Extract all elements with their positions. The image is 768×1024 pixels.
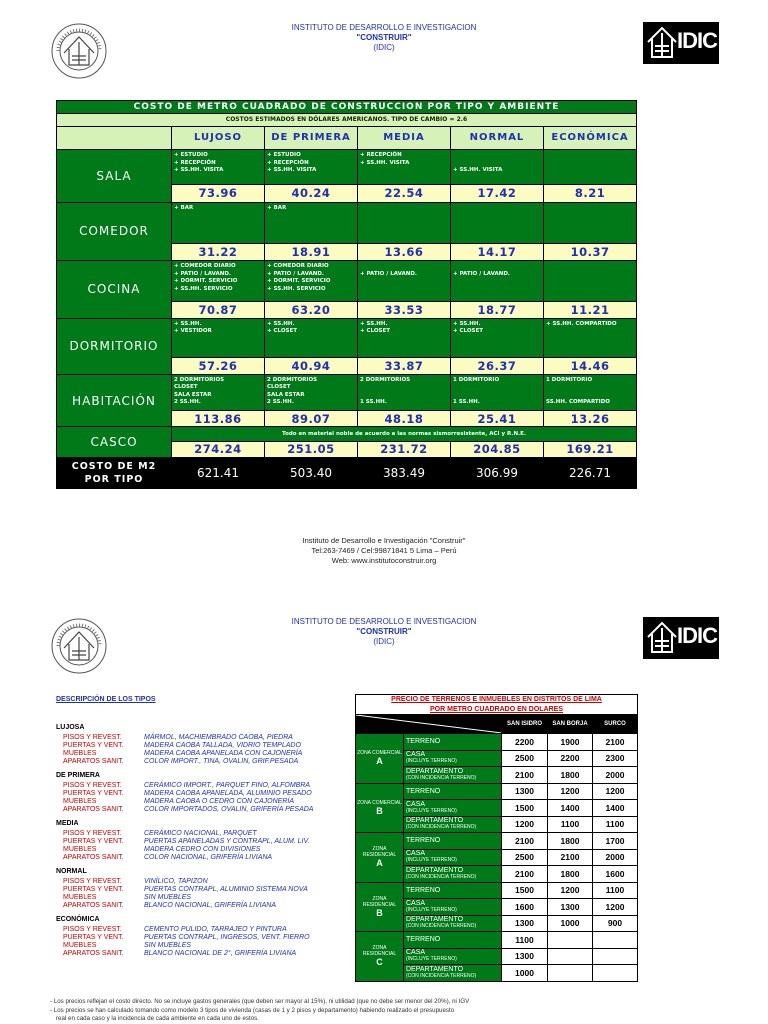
spec-line [56,894,346,902]
institute-subname: "CONSTRUIR" [356,627,412,636]
price-value: 1300 [502,783,548,800]
property-type-name: CASA [406,800,426,808]
price-value: 1200 [548,882,593,899]
corner-cell [57,126,172,150]
room-includes: 2 DORMITORIOS CLOSET SALA ESTAR 2 SS.HH. [172,374,265,410]
cost-value: 22.54 [358,185,451,202]
casco-value: 169.21 [544,441,637,457]
room-includes: + COMEDOR DIARIO + PATIO / LAVAND. + DORMIT. SERVICIO + SS.HH. SERVICIO [265,261,358,302]
property-type-name: DEPARTAMENTO [406,916,464,924]
institute-acronym: (IDIC) [373,637,395,646]
spec-line [56,790,346,798]
cost-value: 113.86 [172,410,265,427]
property-type [404,866,502,883]
room-includes: + PATIO / LAVAND. [451,261,544,302]
cost-value: 11.21 [544,302,637,318]
spec-key: PISOS Y REVEST. [63,926,122,933]
casco-note: Todo en material noble de acuerdo a las normas sismorresistente, ACI y R.N.E. [172,427,637,441]
price-value: 2300 [593,750,638,767]
cost-value: 14.17 [451,243,544,260]
spec-line [56,878,346,886]
spec-value: MADERA CEDRO CON DIVISIONES [144,846,261,853]
spec-value: COLOR NACIONAL, GRIFERÍA LIVIANA [144,854,273,861]
price-value: 2100 [502,866,548,883]
spec-value: PUERTAS APANELADAS Y CONTRAPL, ALUM. LIV. [144,838,310,845]
price-value [593,932,638,949]
cost-value: 25.41 [451,410,544,427]
spec-line [56,750,346,758]
property-type-name: CASA [406,899,426,907]
price-value: 2100 [502,833,548,850]
spec-line [56,734,346,742]
property-type-note: (CON INCIDENCIA TERRENO) [406,923,477,930]
property-type-name: DEPARTAMENTO [406,866,464,874]
price-value: 1500 [502,882,548,899]
spec-key: MUEBLES [63,894,97,901]
price-value: 1800 [548,866,593,883]
price-value: 1700 [593,833,638,850]
construction-cost-table [56,100,637,489]
house-seal-logo [50,617,108,675]
cost-value: 40.94 [265,357,358,374]
price-value: 900 [593,915,638,932]
property-type-note: (CON INCIDENCIA TERRENO) [406,824,477,831]
zone-name: ZONA RESIDENCIAL [362,895,397,908]
idic-logo [643,617,719,659]
cost-value: 26.37 [451,357,544,374]
casco-value: 274.24 [172,441,265,457]
casco-value: 231.72 [358,441,451,457]
property-type [404,849,502,866]
casco-value: 204.85 [451,441,544,457]
spec-key: MUEBLES [63,846,97,853]
price-value: 1200 [593,783,638,800]
footnote: - Los precios se han calculado tomando como modelo 3 tipos de vivienda (casas de 1 y 2 pisos y departamento) habiendo realizado el presupuesto [50,1006,455,1014]
spec-key: MUEBLES [63,942,97,949]
column-header: NORMAL [451,126,544,150]
price-value: 1300 [502,948,548,965]
room-includes: + SS.HH. + CLOSET [358,318,451,357]
price-value: 1800 [548,767,593,784]
spec-line [56,806,346,814]
zone-label [356,932,404,982]
total-value: 621.41 [172,458,265,489]
row-label: SALA [57,150,172,202]
property-type-name: TERRENO [406,787,441,795]
zone-label [356,734,404,784]
price-value: 2200 [548,750,593,767]
price-value: 1200 [548,783,593,800]
room-includes: + SS.HH. VISITA [451,150,544,185]
descriptions-heading: DESCRIPCIÓN DE LOS TIPOS [56,696,156,703]
spec-value: CERÁMICO NACIONAL, PARQUET [144,830,257,837]
property-type [404,800,502,817]
spec-key: PISOS Y REVEST. [63,878,122,885]
price-value: 1000 [548,915,593,932]
property-type-name: DEPARTAMENTO [406,817,464,825]
property-type [404,750,502,767]
spec-key: PISOS Y REVEST. [63,830,122,837]
price-value [593,948,638,965]
spec-line [56,830,346,838]
property-type-name: CASA [406,751,426,759]
cost-value: 18.77 [451,302,544,318]
property-type-note: (CON INCIDENCIA TERRENO) [406,972,477,979]
spec-value: BLANCO NACIONAL, GRIFERÍA LIVIANA [144,902,276,909]
price-value: 2000 [593,767,638,784]
room-includes: + SS.HH. + CLOSET [265,318,358,357]
cost-value: 40.24 [265,185,358,202]
zone-letter: A [376,756,383,767]
cost-value: 18.91 [265,243,358,260]
cost-value: 13.66 [358,243,451,260]
cost-value: 70.87 [172,302,265,318]
contact-phone: Tel:263-7469 / Cel:99871841 5 Lima – Perú [311,546,457,555]
price-value: 1200 [502,816,548,833]
footnote: - Los precios reflejan el costo directo. No se incluye gastos generales (que deben ser mayor al 15%), ni utilidad (que no debe ser menor del 20%), ni IGV [50,998,470,1005]
spec-key: MUEBLES [63,750,97,757]
room-includes: + BAR [265,202,358,243]
room-includes [358,202,451,243]
spec-value: MADERA CAOBA TALLADA, VIDRIO TEMPLADO [144,742,301,749]
spec-key: PUERTAS Y VENT. [63,838,124,845]
property-type [404,816,502,833]
room-includes: + SS.HH. + CLOSET [451,318,544,357]
idic-logo [643,22,719,64]
price-value: 1100 [502,932,548,949]
room-includes: + SS.HH. COMPARTIDO [544,318,637,357]
room-includes: + RECEPCIÓN + SS.HH. VISITA [358,150,451,185]
price-value: 1400 [548,800,593,817]
price-value: 1100 [548,816,593,833]
spec-key: PUERTAS Y VENT. [63,886,124,893]
spec-key: PUERTAS Y VENT. [63,742,124,749]
footnotes [50,998,760,1024]
property-type-note: (INCLUYE TERRENO) [406,857,457,864]
cost-table-subtitle: COSTOS ESTIMADOS EN DÓLARES AMERICANOS. TIPO DE CAMBIO = 2.6 [57,114,637,126]
row-label-casco: CASCO [57,427,172,458]
price-value: 1900 [548,734,593,751]
property-type [404,734,502,751]
spec-line [56,942,346,950]
price-table-subtitle: POR METRO CUADRADO EN DOLARES [356,705,638,715]
spec-key: APARATOS SANIT. [63,902,124,909]
spec-key: APARATOS SANIT. [63,758,124,765]
room-includes [451,202,544,243]
price-value: 2500 [502,750,548,767]
spec-value: CERÁMICO IMPORT., PARQUET FINO, ALFOMBRA [144,782,311,789]
zone-name: ZONA COMERCIAL [357,750,402,757]
casco-value: 251.05 [265,441,358,457]
spec-value: MADERA CAOBA O CEDRO CON CAJONERÍA [144,798,295,805]
property-type [404,833,502,850]
spec-line [56,838,346,846]
cost-value: 31.22 [172,243,265,260]
price-value: 1400 [593,800,638,817]
zone-label [356,783,404,833]
cost-table-title: COSTO DE METRO CUADRADO DE CONSTRUCCION POR TIPO Y AMBIENTE [57,101,637,114]
district-header: SURCO [593,715,638,734]
price-value [548,965,593,982]
room-includes: 2 DORMITORIOS CLOSET SALA ESTAR 2 SS.HH. [265,374,358,410]
price-value: 1000 [502,965,548,982]
property-type-note: (INCLUYE TERRENO) [406,956,457,963]
property-type-name: CASA [406,850,426,858]
institute-header [164,617,604,647]
column-header: LUJOSO [172,126,265,150]
spec-line [56,854,346,862]
zone-letter: B [376,805,383,816]
cost-value: 14.46 [544,357,637,374]
total-label: COSTO DE M2 POR TIPO [57,458,172,489]
contact-institute: Instituto de Desarrollo e Investigación "Construir" [302,536,466,545]
cost-value: 13.26 [544,410,637,427]
cost-value: 8.21 [544,185,637,202]
spec-key: PUERTAS Y VENT. [63,790,124,797]
room-includes: + ESTUDIO + RECEPCIÓN + SS.HH. VISITA [172,150,265,185]
spec-key: MUEBLES [63,798,97,805]
type-name: MEDIA [56,820,79,827]
contact-block [0,536,768,566]
spec-value: VINÍLICO, TAPIZON [144,878,208,885]
property-type-name: TERRENO [406,886,441,894]
price-value: 2100 [502,767,548,784]
zone-name: ZONA COMERCIAL [357,799,402,806]
type-descriptions [56,696,346,958]
price-value: 1800 [548,833,593,850]
property-type-name: TERRENO [406,837,441,845]
idic-logo-text: IDIC [677,623,717,648]
property-type-name: DEPARTAMENTO [406,965,464,973]
room-includes [544,261,637,302]
cost-value: 48.18 [358,410,451,427]
spec-value: CEMENTO PULIDO, TARRAJEO Y PINTURA [144,926,287,933]
spec-value: MADERA CAOBA APANELADA CON CAJONERÍA [144,750,303,757]
column-header: MEDIA [358,126,451,150]
spec-value: BLANCO NACIONAL DE 2°, GRIFERÍA LIVIANA [144,950,297,957]
spec-line [56,742,346,750]
zone-name: ZONA RESIDENCIAL [362,945,397,958]
price-value [593,965,638,982]
institute-name: INSTITUTO DE DESARROLLO E INVESTIGACION [291,23,477,32]
property-type-note: (CON INCIDENCIA TERRENO) [406,774,477,781]
spec-value: PUERTAS CONTRAPL, INGRESOS, VENT. FIERRO [144,934,310,941]
cost-value: 63.20 [265,302,358,318]
property-type-name: CASA [406,949,426,957]
institute-subname: "CONSTRUIR" [356,33,412,42]
spec-value: SIN MUEBLES [144,894,192,901]
price-value: 1300 [548,899,593,916]
room-includes: + COMEDOR DIARIO + PATIO / LAVAND. + DORMIT. SERVICIO + SS.HH. SERVICIO [172,261,265,302]
row-label: HABITACIÓN [57,374,172,426]
property-type-note: (INCLUYE TERRENO) [406,906,457,913]
row-label: DORMITORIO [57,318,172,374]
type-name: NORMAL [56,868,87,875]
total-value: 306.99 [451,458,544,489]
institute-header [164,23,604,53]
cost-value: 57.26 [172,357,265,374]
total-value: 503.40 [265,458,358,489]
room-includes: + PATIO / LAVAND. [358,261,451,302]
spec-line [56,886,346,894]
property-type [404,783,502,800]
property-type [404,915,502,932]
zone-label [356,833,404,883]
price-value [548,948,593,965]
zone-letter: C [376,957,383,968]
price-table-title: PRECIO DE TERRENOS E INMUEBLES EN DISTRITOS DE LIMA [356,695,638,705]
property-type-name: TERRENO [406,738,441,746]
price-value: 1300 [502,915,548,932]
column-header: ECONÓMICA [544,126,637,150]
room-includes: 2 DORMITORIOS 1 SS.HH. [358,374,451,410]
spec-line [56,798,346,806]
type-name: ECONÓMICA [56,916,100,923]
zone-name: ZONA RESIDENCIAL [362,846,397,859]
spec-value: PUERTAS CONTRAPL, ALUMINIO SISTEMA NOVA [144,886,308,893]
house-seal-logo [50,22,108,80]
spec-line [56,902,346,910]
spec-value: SIN MUEBLES [144,942,192,949]
spec-key: APARATOS SANIT. [63,854,124,861]
price-value: 2500 [502,849,548,866]
price-value: 1100 [593,816,638,833]
diagonal-header [356,715,502,734]
spec-line [56,782,346,790]
total-value: 383.49 [358,458,451,489]
room-includes: + BAR [172,202,265,243]
column-header: DE PRIMERA [265,126,358,150]
room-includes [544,202,637,243]
row-label: COMEDOR [57,202,172,260]
room-includes [544,150,637,185]
spec-value: COLOR IMPORTADOS, OVALIN, GRIFERÍA PESADA [144,806,314,813]
district-header: SAN BORJA [548,715,593,734]
price-value: 1100 [593,882,638,899]
type-name: LUJOSA [56,724,85,731]
property-type [404,899,502,916]
institute-acronym: (IDIC) [373,43,395,52]
footnote: real en cada caso y la incidencia de cada ambiente en cada uno de estos. [56,1015,259,1022]
property-type [404,932,502,949]
cost-value: 89.07 [265,410,358,427]
price-value: 1200 [593,899,638,916]
spec-value: COLOR IMPORT., TINA, OVALIN, GRIF.PESADA [144,758,299,765]
room-includes: + ESTUDIO + RECEPCIÓN + SS.HH. VISITA [265,150,358,185]
idic-logo-text: IDIC [677,28,717,53]
land-price-table [355,694,638,982]
price-value: 2200 [502,734,548,751]
district-header: SAN ISIDRO [502,715,548,734]
row-label: COCINA [57,261,172,318]
room-includes: 1 DORMITORIO 1 SS.HH. [451,374,544,410]
spec-value: MADERA CAOBA APANELADA, ALUMINIO PESADO [144,790,312,797]
spec-line [56,926,346,934]
spec-key: APARATOS SANIT. [63,806,124,813]
zone-letter: A [376,858,383,869]
price-value: 1500 [502,800,548,817]
zone-label [356,882,404,932]
spec-line [56,846,346,854]
price-value [548,932,593,949]
cost-value: 17.42 [451,185,544,202]
property-type [404,882,502,899]
cost-value: 73.96 [172,185,265,202]
spec-line [56,950,346,958]
spec-line [56,758,346,766]
property-type-note: (CON INCIDENCIA TERRENO) [406,873,477,880]
spec-key: PISOS Y REVEST. [63,734,122,741]
property-type-note: (INCLUYE TERRENO) [406,807,457,814]
spec-key: PUERTAS Y VENT. [63,934,124,941]
contact-web[interactable]: Web: www.institutoconstruir.org [331,556,437,565]
total-value: 226.71 [544,458,637,489]
price-value: 2100 [593,734,638,751]
cost-value: 10.37 [544,243,637,260]
zone-letter: B [376,907,383,918]
room-includes: + SS.HH. + VESTIDOR [172,318,265,357]
price-value: 2000 [593,849,638,866]
spec-key: PISOS Y REVEST. [63,782,122,789]
spec-key: APARATOS SANIT. [63,950,124,957]
room-includes: 1 DORMITORIO SS.HH. COMPARTIDO [544,374,637,410]
property-type [404,767,502,784]
spec-value: MÁRMOL, MACHIEMBRADO CAOBA, PIEDRA [144,734,293,741]
institute-name: INSTITUTO DE DESARROLLO E INVESTIGACION [291,617,477,626]
spec-line [56,934,346,942]
price-value: 1600 [593,866,638,883]
type-name: DE PRIMERA [56,772,100,779]
property-type-name: DEPARTAMENTO [406,767,464,775]
property-type [404,948,502,965]
cost-value: 33.53 [358,302,451,318]
property-type-note: (INCLUYE TERRENO) [406,758,457,765]
price-value: 2100 [548,849,593,866]
price-value: 1600 [502,899,548,916]
property-type-name: TERRENO [406,936,441,944]
cost-value: 33.87 [358,357,451,374]
property-type [404,965,502,982]
